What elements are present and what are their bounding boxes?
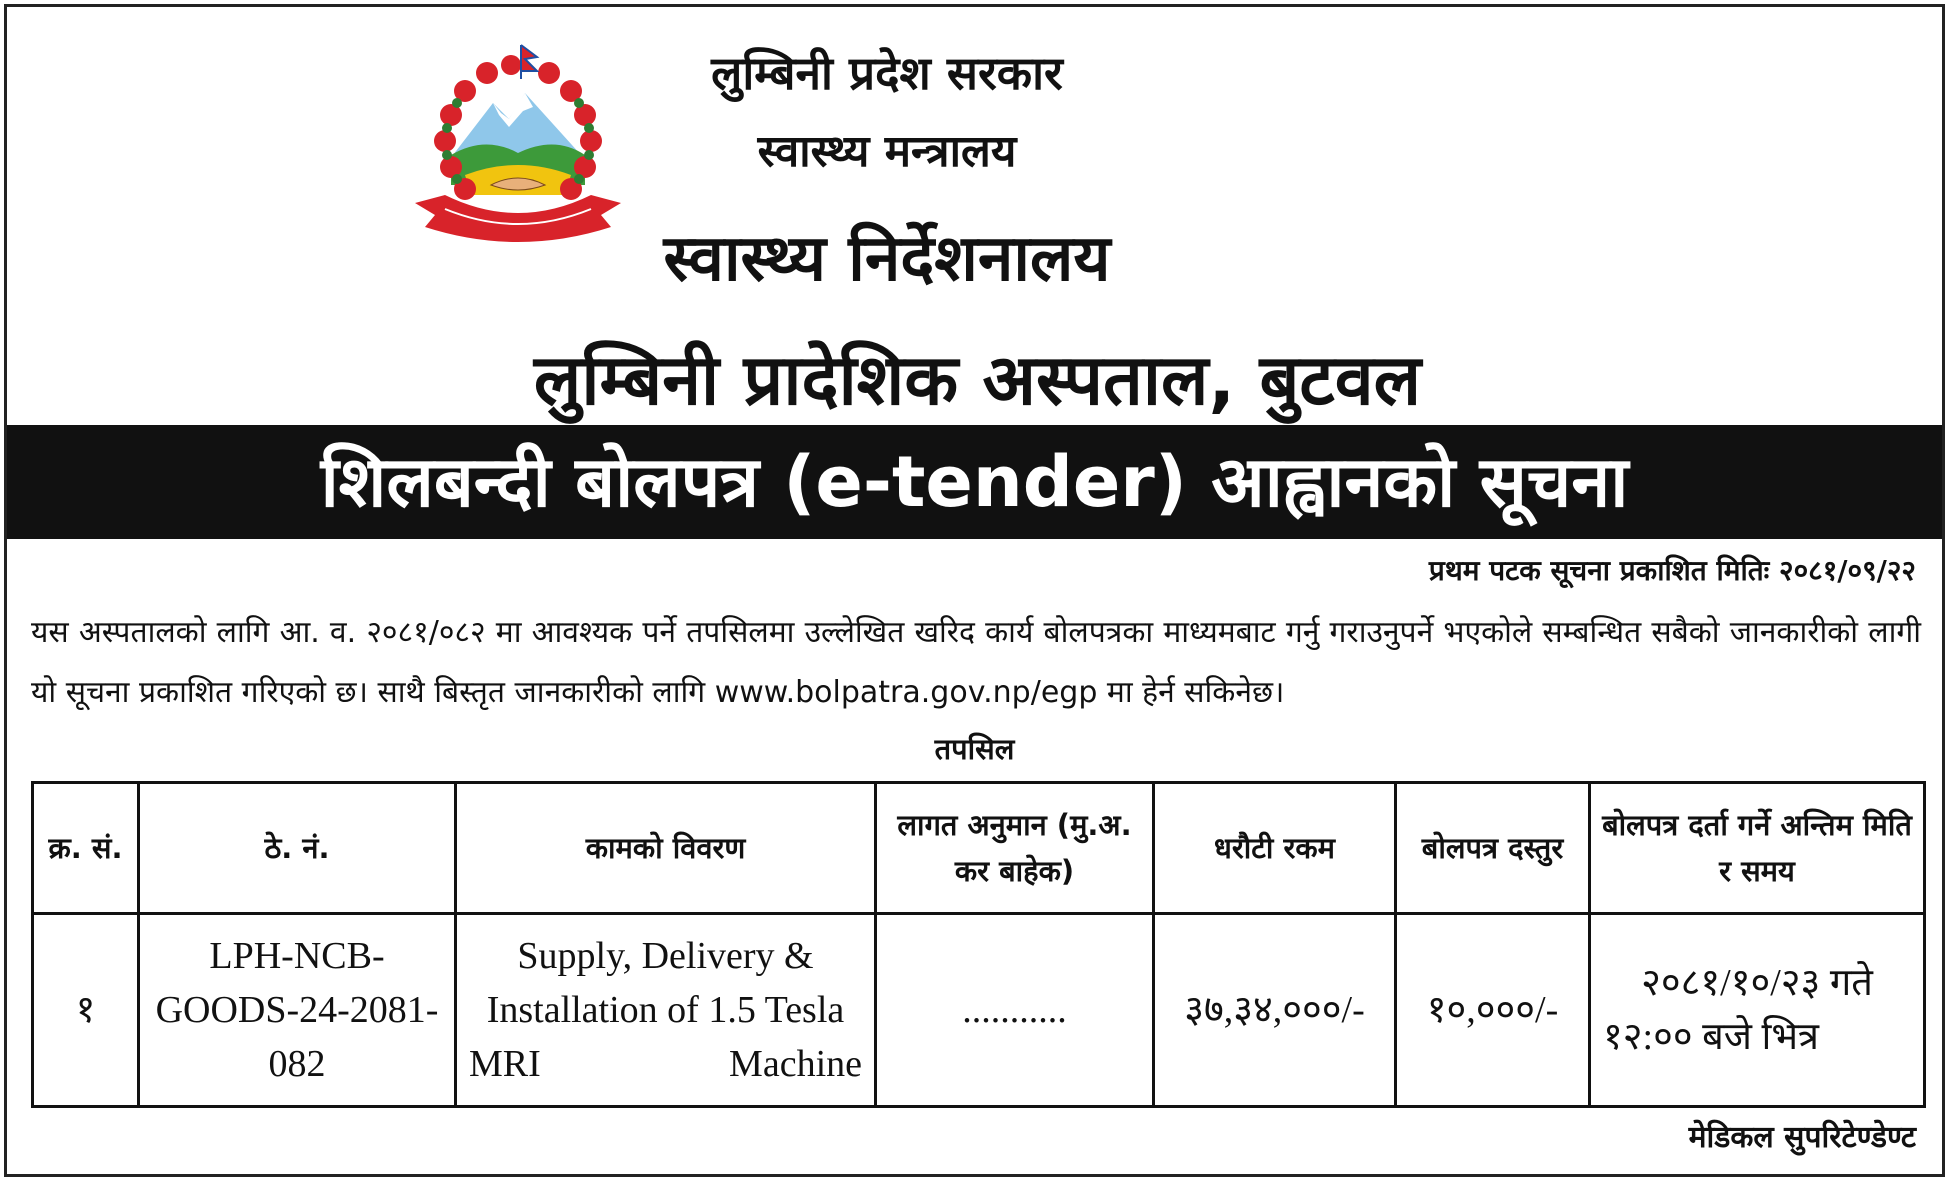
cell-tender-fee: १०,०००/-	[1396, 914, 1590, 1107]
directorate-heading: स्वास्थ्य निर्देशनालय	[663, 222, 1111, 296]
header-deposit-amount: धरौटी रकम	[1154, 783, 1396, 914]
cell-cost-estimate: ...........	[876, 914, 1154, 1107]
tender-table	[31, 781, 1926, 1108]
cell-deposit-amount: ३७,३४,०००/-	[1154, 914, 1396, 1107]
signatory-title: मेडिकल सुपरिटेण्डेण्ट	[1688, 1120, 1916, 1155]
notice-body-text: यस अस्पतालको लागि आ. व. २०८१/०८२ मा आवश्यक पर्ने तपसिलमा उल्लेखित खरिद कार्य बोलपत्रका माध्यमबाट गर्नु गराउनुपर्ने भएकोले सम्बन्धित सबैको जानकारीको लागी यो सूचना प्रकाशित गरिएको छ। साथै बिस्तृत जानकारीको लागि www.bolpatra.gov.np/egp मा हेर्न सकिनेछ।	[31, 615, 1921, 710]
publication-date: प्रथम पटक सूचना प्रकाशित मितिः २०८१/०९/२२	[1428, 554, 1916, 587]
schedule-title: तपसिल	[934, 732, 1015, 766]
cell-serial-number: १	[33, 914, 139, 1107]
ministry-heading: स्वास्थ्य मन्त्रालय	[757, 126, 1017, 177]
notice-page	[4, 4, 1945, 1177]
cell-contract-number: LPH-NCB-GOODS-24-2081-082	[139, 914, 456, 1107]
table-row	[33, 914, 1925, 1107]
header-serial-number: क्र. सं.	[33, 783, 139, 914]
header-work-description: कामको विवरण	[456, 783, 876, 914]
cell-deadline: २०८१/१०/२३ गते १२:०० बजे भित्र	[1590, 914, 1925, 1107]
hospital-heading: लुम्बिनी प्रादेशिक अस्पताल, बुटवल	[533, 339, 1422, 421]
header-deadline: बोलपत्र दर्ता गर्ने अन्तिम मिति र समय	[1590, 783, 1925, 914]
province-government-heading: लुम्बिनी प्रदेश सरकार	[711, 46, 1063, 100]
header-contract-number: ठे. नं.	[139, 783, 456, 914]
table-header-row	[33, 783, 1925, 914]
header-tender-fee: बोलपत्र दस्तुर	[1396, 783, 1590, 914]
cell-work-description: Supply, Delivery & Installation of 1.5 Tesla MRI Machine	[456, 914, 876, 1107]
header-cost-estimate: लागत अनुमान (मु.अ. कर बाहेक)	[876, 783, 1154, 914]
notice-title-banner: शिलबन्दी बोलपत्र (e-tender) आह्वानको सूचना	[7, 425, 1942, 539]
